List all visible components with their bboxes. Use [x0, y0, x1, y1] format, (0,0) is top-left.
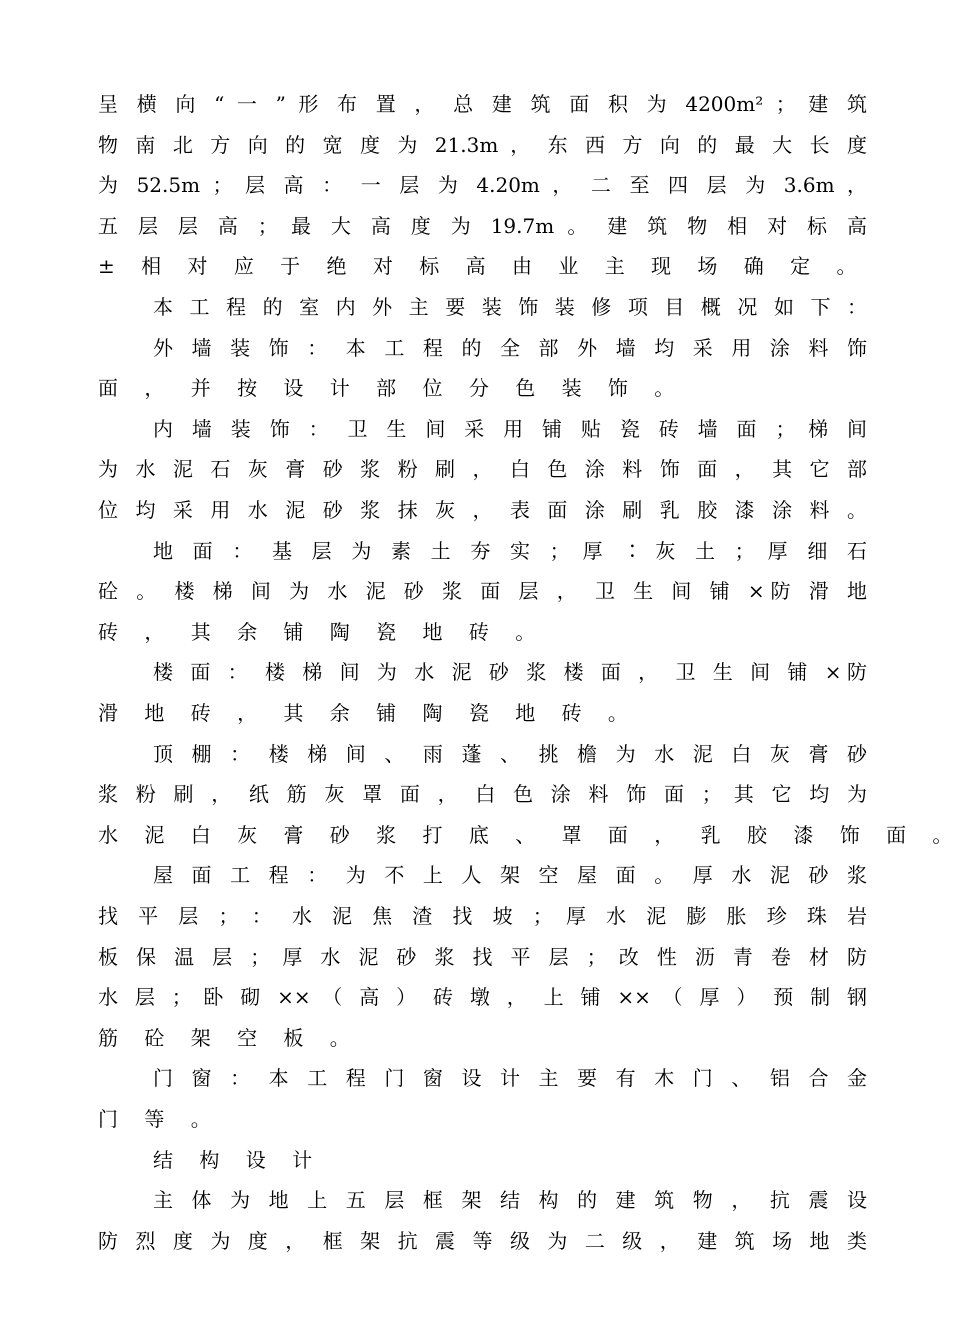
paragraph-first-line: 主 体 为 地 上 五 层 框 架 结 构 的 建 筑 物 ， 抗 震 设: [153, 1188, 867, 1213]
paragraph-first-line: 屋 面 工 程 ： 为 不 上 人 架 空 屋 面 。 厚 水 泥 砂 浆: [153, 863, 867, 888]
paragraph-line: 防 烈 度 为 度 ， 框 架 抗 震 等 级 为 二 级 ， 建 筑 场 地 类: [98, 1228, 867, 1253]
paragraph-first-line: 本 工 程 的 室 内 外 主 要 装 饰 装 修 项 目 概 况 如 下 ：: [153, 295, 867, 319]
paragraph-first-line: 楼 面 ： 楼 梯 间 为 水 泥 砂 浆 楼 面 ， 卫 生 间 铺 ×防: [153, 660, 867, 685]
paragraph-line: ± 相 对 应 于 绝 对 标 高 由 业 主 现 场 确 定 。: [98, 254, 867, 279]
paragraph-line: 五 层 层 高 ； 最 大 高 度 为 19.7m 。 建 筑 物 相 对 标 高: [98, 213, 867, 238]
paragraph-first-line: 结 构 设 计: [153, 1147, 323, 1172]
paragraph-line: 筋 砼 架 空 板 。: [98, 1025, 360, 1050]
paragraph-line: 物 南 北 方 向 的 宽 度 为 21.3m ， 东 西 方 向 的 最 大 长 度: [98, 132, 867, 157]
paragraph-line: 呈 横 向 “ 一 ” 形 布 置 ， 总 建 筑 面 积 为 4200m² ； 建 筑: [98, 92, 867, 116]
paragraph-line: 找 平 层 ； ： 水 泥 焦 渣 找 坡 ； 厚 水 泥 膨 胀 珍 珠 岩: [98, 904, 867, 928]
paragraph-line: 位 均 采 用 水 泥 砂 浆 抹 灰 ， 表 面 涂 刷 乳 胶 漆 涂 料 。: [98, 498, 867, 522]
paragraph-line: 浆 粉 刷 ， 纸 筋 灰 罩 面 ， 白 色 涂 料 饰 面 ； 其 它 均 为: [98, 782, 867, 807]
paragraph-line: 面 ， 并 按 设 计 部 位 分 色 装 饰 。: [98, 376, 685, 401]
paragraph-line: 滑 地 砖 ， 其 余 铺 陶 瓷 地 砖 。: [98, 701, 638, 725]
paragraph-line: 砖 ， 其 余 铺 陶 瓷 地 砖 。: [98, 619, 546, 644]
paragraph-first-line: 内 墙 装 饰 ： 卫 生 间 采 用 铺 贴 瓷 砖 墙 面 ； 梯 间: [153, 416, 867, 441]
paragraph-line: 水 泥 白 灰 膏 砂 浆 打 底 、 罩 面 ， 乳 胶 漆 饰 面 。: [98, 822, 962, 847]
paragraph-first-line: 地 面 ： 基 层 为 素 土 夯 实 ； 厚 ∶ 灰 土 ； 厚 细 石: [153, 538, 867, 563]
paragraph-first-line: 门 窗 ： 本 工 程 门 窗 设 计 主 要 有 木 门 、 铝 合 金: [153, 1066, 867, 1091]
paragraph-line: 为 52.5m ； 层 高 ： 一 层 为 4.20m ， 二 至 四 层 为 3.6m ，: [98, 173, 867, 198]
paragraph-line: 水 层 ； 卧 砌 ×× （ 高 ） 砖 墩 ， 上 铺 ×× （ 厚 ） 预 制 钢: [98, 985, 867, 1010]
paragraph-line: 为 水 泥 石 灰 膏 砂 浆 粉 刷 ， 白 色 涂 料 饰 面 ， 其 它 部: [98, 457, 867, 482]
paragraph-line: 板 保 温 层 ； 厚 水 泥 砂 浆 找 平 层 ； 改 性 沥 青 卷 材 防: [98, 944, 867, 969]
paragraph-first-line: 顶 棚 ： 楼 梯 间 、 雨 蓬 、 挑 檐 为 水 泥 白 灰 膏 砂: [153, 741, 867, 766]
paragraph-first-line: 外 墙 装 饰 ： 本 工 程 的 全 部 外 墙 均 采 用 涂 料 饰: [153, 335, 867, 360]
paragraph-line: 门 等 。: [98, 1107, 221, 1131]
paragraph-line: 砼 。 楼 梯 间 为 水 泥 砂 浆 面 层 ， 卫 生 间 铺 ×防 滑 地: [98, 579, 867, 604]
